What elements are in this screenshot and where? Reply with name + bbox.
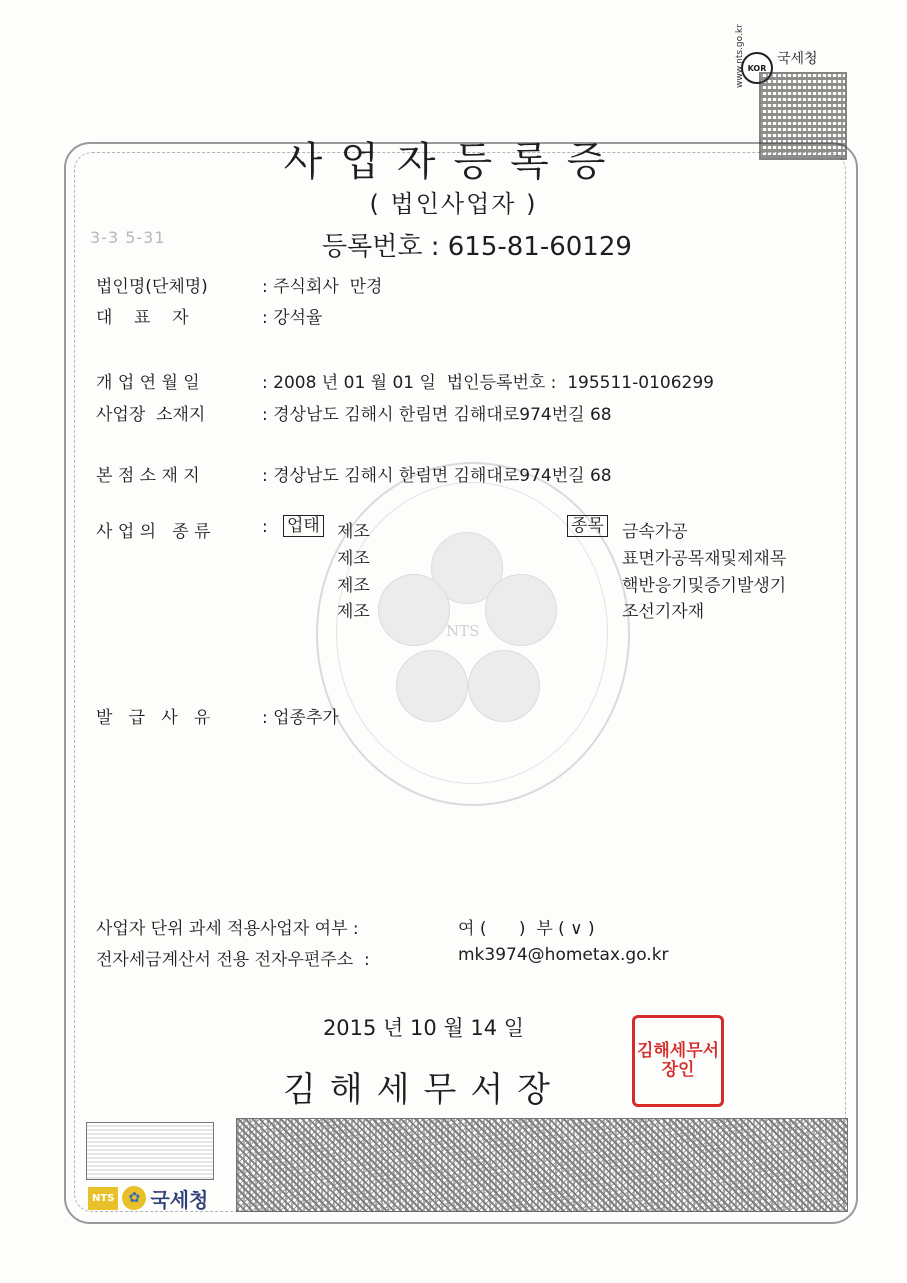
- seal-text: NTS: [446, 622, 480, 640]
- seal-petal-icon: [468, 650, 540, 722]
- corp-name-value: : 주식회사 만경: [262, 277, 383, 297]
- registration-number: 등록번호 : 615-81-60129: [322, 232, 632, 262]
- kor-badge-icon: KOR: [741, 52, 773, 84]
- uptae-tag: 업태: [283, 515, 324, 537]
- jongmok-item: 핵반응기및증기발생기: [622, 576, 787, 596]
- issue-reason-value: : 업종추가: [262, 708, 339, 728]
- agency-label: 국세청: [777, 51, 818, 67]
- jongmok-tag: 종목: [567, 515, 608, 537]
- nts-logo-box: NTS: [88, 1187, 118, 1210]
- site-address-label: 사업장 소재지: [96, 405, 206, 425]
- uptae-item: 제조: [337, 549, 370, 569]
- uptae-item: 제조: [337, 602, 370, 622]
- ceo-label: 대 표 자: [96, 308, 189, 328]
- nts-logo: [88, 1184, 208, 1212]
- unit-tax-value: 여 ( ) 부 ( ∨ ): [458, 919, 595, 939]
- site-address-value: : 경상남도 김해시 한림면 김해대로974번길 68: [262, 405, 612, 425]
- seal-petal-icon: [485, 574, 557, 646]
- uptae-item: 제조: [337, 576, 370, 596]
- barcode-small: [86, 1122, 214, 1180]
- qr-side-url: www.nts.go.kr: [735, 24, 745, 88]
- corp-name-label: 법인명(단체명): [96, 277, 208, 297]
- jongmok-item: 표면가공목재및제재목: [622, 549, 787, 569]
- document-subtitle: ( 법인사업자 ): [369, 190, 538, 218]
- issue-date: 2015 년 10 월 14 일: [322, 1016, 525, 1040]
- hq-address-value: : 경상남도 김해시 한림면 김해대로974번길 68: [262, 466, 612, 486]
- open-date-label: 개 업 연 월 일: [96, 373, 200, 393]
- security-barcode: [236, 1118, 848, 1212]
- jongmok-item: 금속가공: [622, 522, 688, 542]
- email-label: 전자세금계산서 전용 전자우편주소 :: [96, 950, 370, 970]
- open-date-value: : 2008 년 01 월 01 일 법인등록번호 : 195511-0106299: [262, 373, 714, 393]
- issuing-office: 김해세무서장: [282, 1070, 565, 1110]
- hq-address-label: 본 점 소 재 지: [96, 466, 200, 486]
- uptae-item: 제조: [337, 522, 370, 542]
- jongmok-item: 조선기자재: [622, 602, 705, 622]
- document-title: 사업자등록증: [283, 139, 624, 185]
- flower-icon: ✿: [122, 1186, 146, 1210]
- official-seal-stamp: 김해세무서장인: [632, 1015, 724, 1107]
- faded-code: 3-3 5-31: [90, 228, 166, 247]
- seal-petal-icon: [378, 574, 450, 646]
- ceo-value: : 강석율: [262, 308, 323, 328]
- issue-reason-label: 발 급 사 유: [96, 708, 211, 728]
- email-value: mk3974@hometax.go.kr: [458, 945, 669, 965]
- business-type-colon: :: [262, 517, 268, 537]
- business-type-label: 사 업 의 종 류: [96, 522, 211, 542]
- nts-logo-text: 국세청: [150, 1187, 209, 1212]
- seal-petal-icon: [396, 650, 468, 722]
- unit-tax-label: 사업자 단위 과세 적용사업자 여부 :: [96, 919, 359, 939]
